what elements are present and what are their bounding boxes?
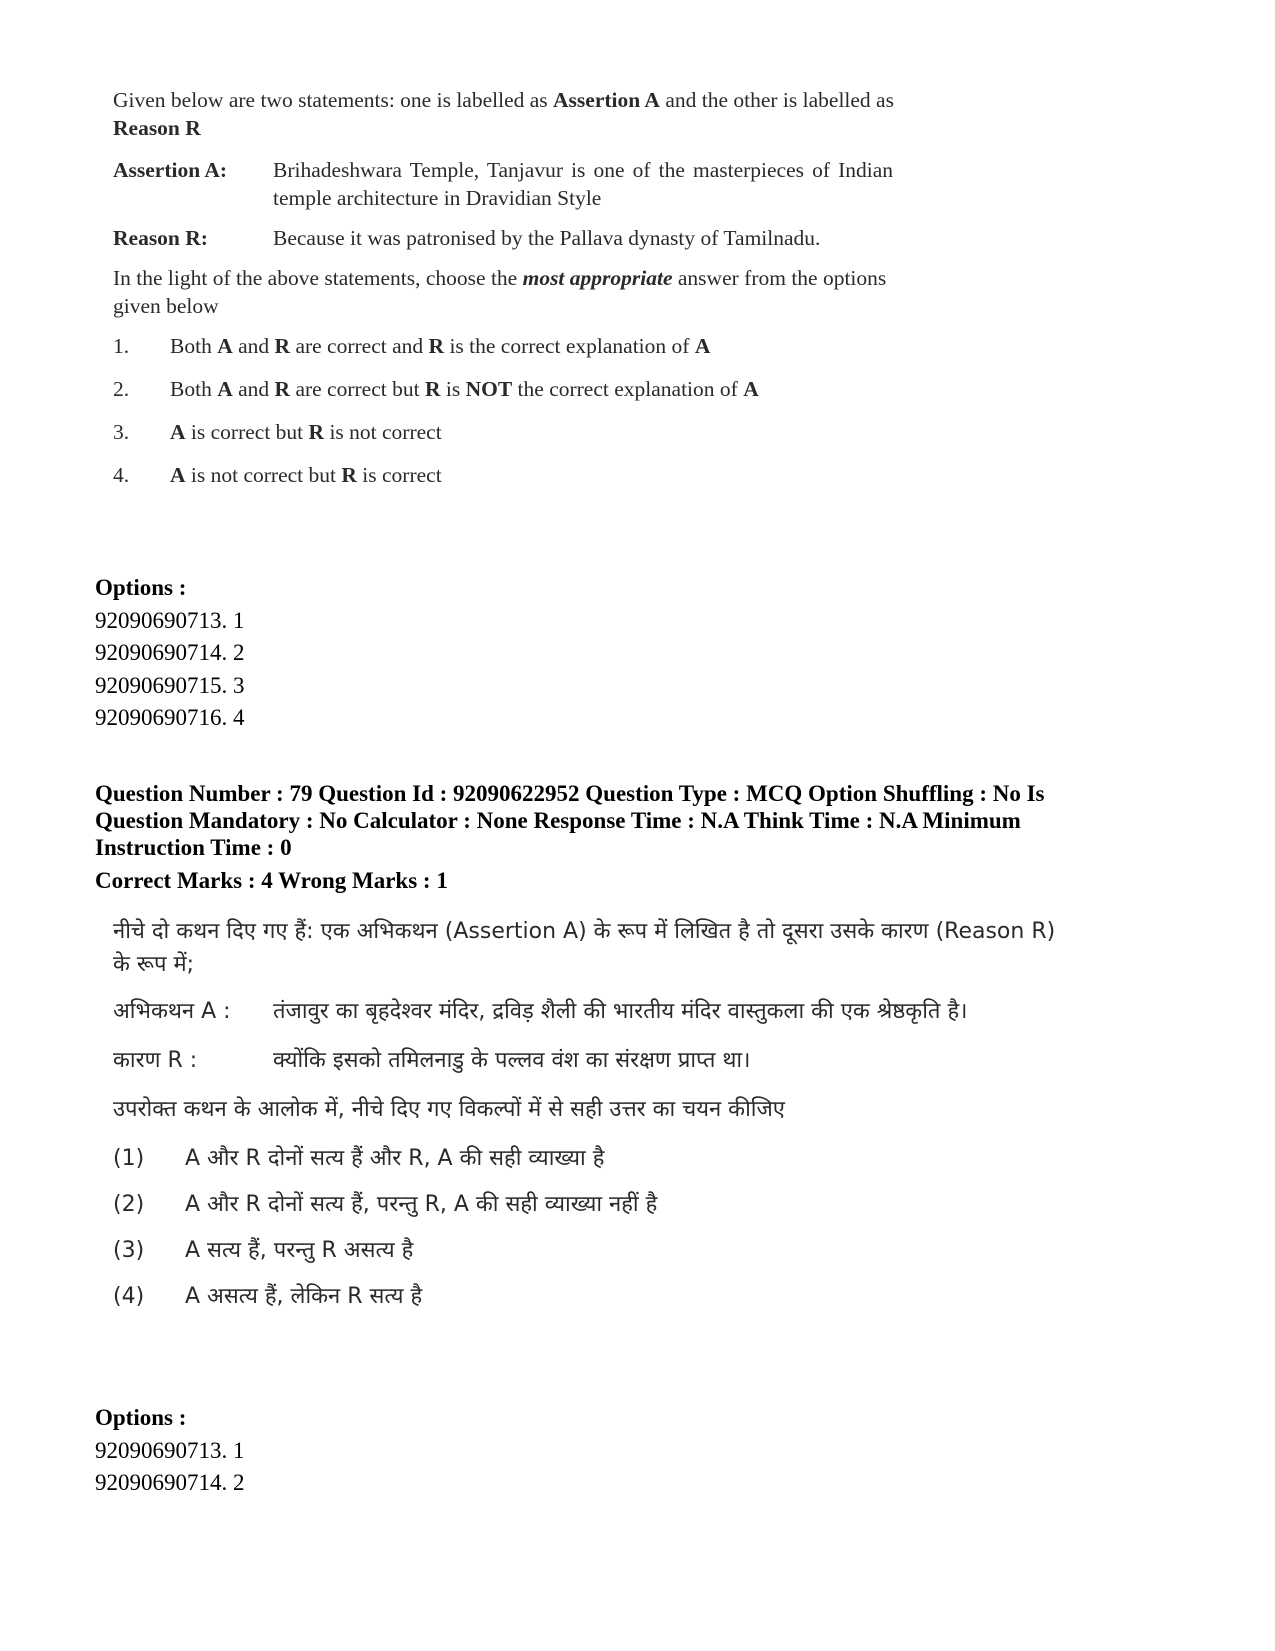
answer-option-1: 1. Both A and R are correct and R is the correct explanation of A	[113, 334, 711, 358]
hindi-question-block	[113, 915, 1073, 1326]
hindi-reason-label: कारण R :	[113, 1048, 198, 1073]
options-list-1	[95, 572, 1095, 735]
hindi-reason-statement	[113, 1044, 1073, 1077]
hindi-assertion-label: अभिकथन A :	[113, 999, 231, 1024]
assertion-statement	[113, 156, 913, 212]
option-item: 92090690713. 1	[95, 1437, 245, 1463]
reason-statement	[113, 224, 913, 252]
reason-text: Because it was patronised by the Pallava dynasty of Tamilnadu.	[273, 226, 821, 250]
hindi-answer-option-3: (3) A सत्य हैं, परन्तु R असत्य है	[113, 1238, 414, 1263]
option-item: 92090690715. 3	[95, 672, 245, 698]
hindi-answer-option-4: (4) A असत्य हैं, लेकिन R सत्य है	[113, 1284, 423, 1309]
hindi-assertion-text: तंजावुर का बृहदेश्वर मंदिर, द्रविड़ शैली की भारतीय मंदिर वास्तुकला की एक श्रेष्ठकृति है।	[273, 999, 968, 1024]
options-list-2	[95, 1402, 1095, 1500]
option-item: 92090690713. 1	[95, 607, 245, 633]
question-meta-line: Question Number : 79 Question Id : 92090622952 Question Type : MCQ Option Shuffling : No Is	[95, 781, 1045, 806]
hindi-answer-option-2: (2) A और R दोनों सत्य हैं, परन्तु R, A की सही व्याख्या नहीं है	[113, 1192, 658, 1217]
options-heading: Options :	[95, 575, 187, 600]
hindi-question-intro: नीचे दो कथन दिए गए हैं: एक अभिकथन (Assertion A) के रूप में लिखित है तो दूसरा उसके कारण (Reason R) के रूप में;	[113, 919, 1056, 977]
assertion-label: Assertion A:	[113, 158, 228, 182]
hindi-assertion-statement	[113, 995, 1073, 1028]
reason-label: Reason R:	[113, 226, 208, 250]
question-meta-line: Instruction Time : 0	[95, 835, 292, 860]
hindi-reason-text: क्योंकि इसको तमिलनाडु के पल्लव वंश का संरक्षण प्राप्त था।	[273, 1048, 751, 1073]
english-question-block	[113, 86, 913, 504]
question-intro: Given below are two statements: one is labelled as Assertion A and the other is labelled as Reason R	[113, 88, 894, 140]
assertion-text: Brihadeshwara Temple, Tanjavur is one of the masterpieces of Indian temple architecture in Dravidian Style	[273, 158, 893, 210]
answer-option-2: 2. Both A and R are correct but R is NOT the correct explanation of A	[113, 377, 759, 401]
options-heading: Options :	[95, 1405, 187, 1430]
choose-instruction: In the light of the above statements, choose the most appropriate answer from the options given below	[113, 266, 887, 318]
option-item: 92090690716. 4	[95, 705, 245, 730]
hindi-choose-instruction: उपरोक्त कथन के आलोक में, नीचे दिए गए विकल्पों में से सही उत्तर का चयन कीजिए	[113, 1097, 785, 1122]
question-metadata	[95, 780, 1095, 894]
answer-option-4: 4. A is not correct but R is correct	[113, 463, 442, 487]
question-meta-line: Question Mandatory : No Calculator : None Response Time : N.A Think Time : N.A Minimum	[95, 808, 1021, 833]
answer-option-3: 3. A is correct but R is not correct	[113, 420, 442, 444]
option-item: 92090690714. 2	[95, 640, 245, 665]
option-item: 92090690714. 2	[95, 1470, 245, 1495]
marks-line: Correct Marks : 4 Wrong Marks : 1	[95, 868, 448, 893]
hindi-answer-option-1: (1) A और R दोनों सत्य हैं और R, A की सही व्याख्या है	[113, 1146, 605, 1171]
